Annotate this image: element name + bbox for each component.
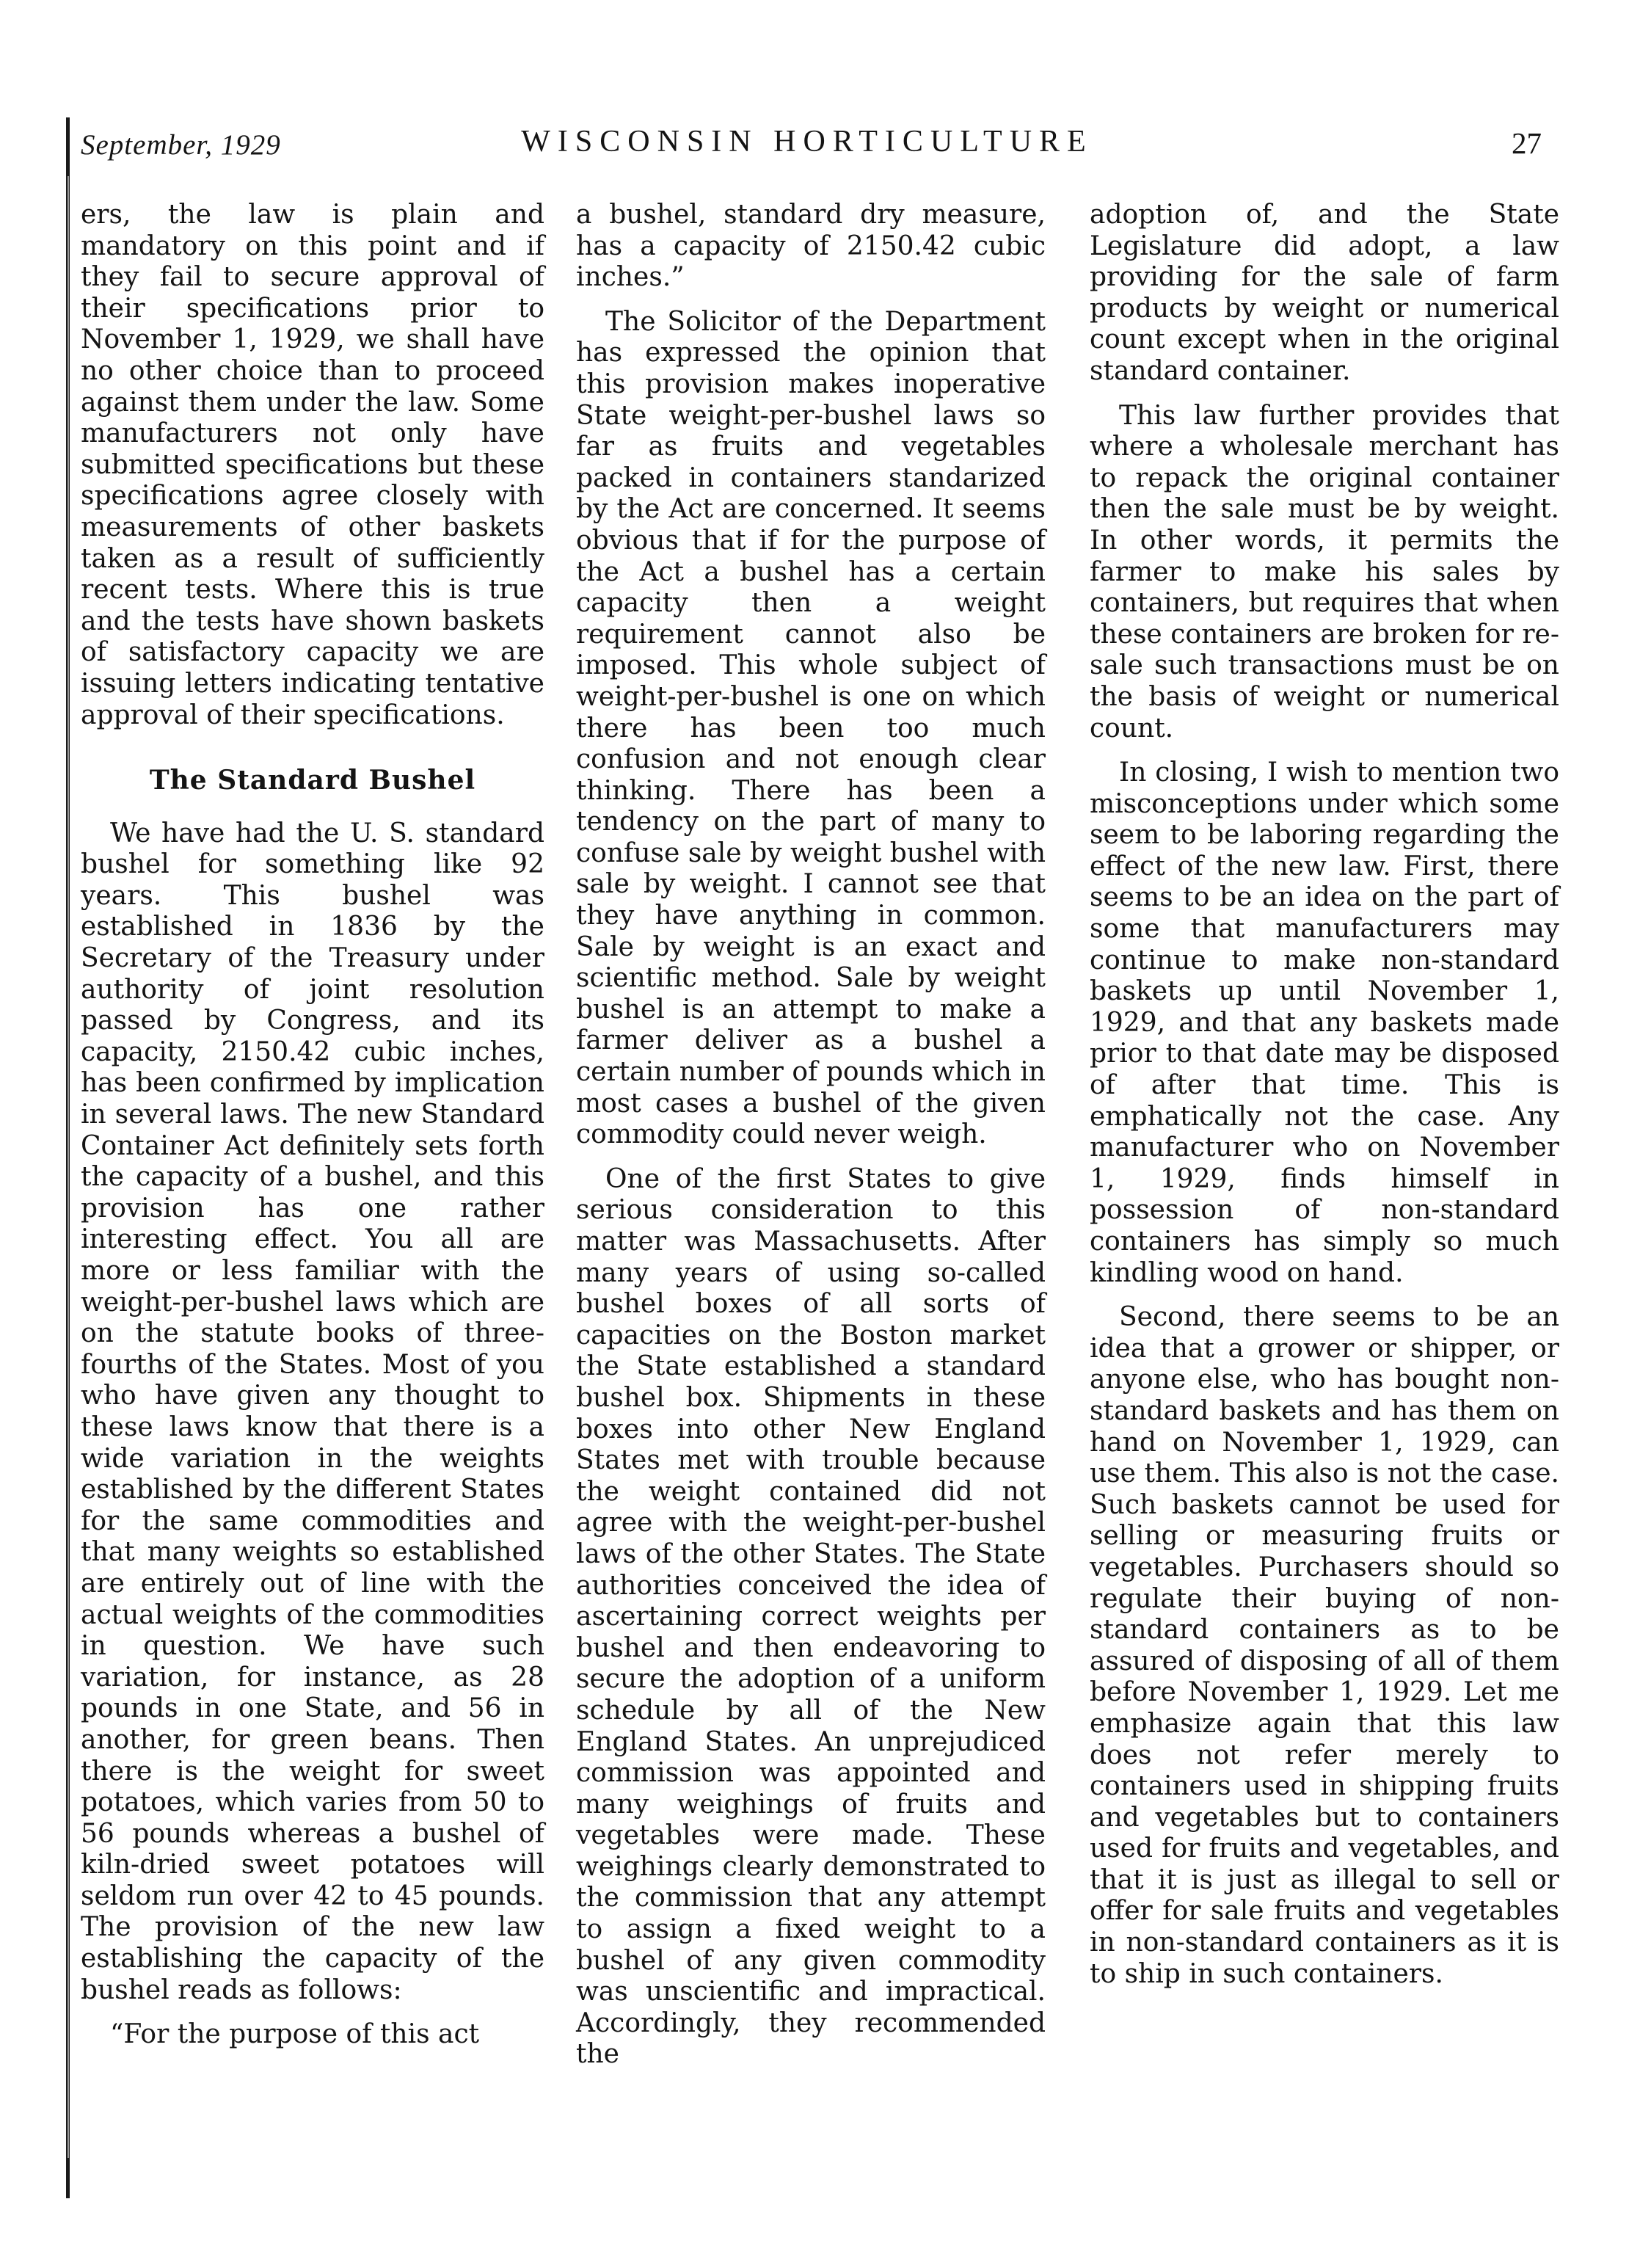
text-column-2 (576, 200, 1046, 2084)
text-column-3 (1090, 200, 1559, 1990)
paragraph: a bushel, standard dry measure, has a capacity of 2150.42 cubic inches.” (576, 200, 1046, 293)
paragraph: In closing, I wish to mention two misconceptions under which some seem to be laboring regarding the effect of the new law. First, there seems to be an idea on the part of some that manufacturers may continue to make non-standard baskets up until November 1, 1929, and that any baskets made prior to that date may be disposed of after that time. This is emphatically not the case. Any manufacturer who on November 1, 1929, finds himself in possession of non-standard containers has simply so much kindling wood on hand. (1090, 757, 1559, 1288)
paragraph: “For the purpose of this act (110, 2019, 480, 2050)
journal-title: WISCONSIN HORTICULTURE (521, 125, 1093, 159)
paragraph: One of the first States to give serious consideration to this matter was Massachusetts. After many years of using so-called bushel boxes of all sorts of capacities on the Boston market the State established a standard bushel box. Shipments in these boxes into other New England States met with trouble because the weight contained did not agree with the weight-per-bushel laws of the other States. The State authorities conceived the idea of ascertaining correct weights per bushel and then endeavoring to secure the adoption of a uniform schedule by all of the New England States. An unprejudiced commission was appointed and many weighings of fruits and vegetables were made. These weighings clearly demonstrated to the commission that any attempt to assign a fixed weight to a bushel of any given commodity was unscientific and impractical. Accordingly, they recommended the (576, 1163, 1046, 2070)
paragraph: Second, there seems to be an idea that a grower or shipper, or anyone else, who has bought non-standard baskets and has them on hand on November 1, 1929, can use them. This also is not the case. Such baskets cannot be used for selling or measuring fruits or vegetables. Purchasers should so regulate their buying of non-standard containers as to be assured of disposing of all of them before November 1, 1929. Let me emphasize again that this law does not refer merely to containers used in shipping fruits and vegetables but to containers used for fruits and vegetables, and that it is just as illegal to sell or offer for sale fruits and vegetables in non-standard containers as it is to ship in such containers. (1090, 1302, 1559, 1989)
text-column-1 (81, 200, 544, 2064)
paragraph: adoption of, and the State Legislature did adopt, a law providing for the sale of farm products by weight or numerical count except when in the original standard container. (1090, 200, 1559, 386)
issue-date: September, 1929 (81, 129, 281, 161)
section-heading: The Standard Bushel (149, 765, 476, 796)
page-number: 27 (1512, 126, 1542, 160)
running-header (0, 0, 1651, 176)
paragraph: We have had the U. S. standard bushel for something like 92 years. This bushel was established in 1836 by the Secretary of the Treasury under authority of joint resolution passed by Congress, and its capacity, 2150.42 cubic inches, has been confirmed by implication in several laws. The new Standard Container Act definitely sets forth the capacity of a bushel, and this provision has one rather interesting effect. You all are more or less familiar with the weight-per-bushel laws which are on the statute books of three-fourths of the States. Most of you who have given any thought to these laws know that there is a wide variation in the weights established by the different States for the same commodities and that many weights so established are entirely out of line with the actual weights of the commodities in question. We have such variation, for instance, as 28 pounds in one State, and 56 in another, for green beans. Then there is the weight for sweet potatoes, which varies from 50 to 56 pounds whereas a bushel of kiln-dried sweet potatoes will seldom run over 42 to 45 pounds. The provision of the new law establishing the capacity of the bushel reads as follows: (81, 818, 544, 2005)
paragraph: The Solicitor of the Department has expressed the opinion that this provision makes inoperative State weight-per-bushel laws so far as fruits and vegetables packed in containers standarized by the Act are concerned. It seems obvious that if for the purpose of the Act a bushel has a certain capacity then a weight requirement cannot also be imposed. This whole subject of weight-per-bushel is one on which there has been too much confusion and not enough clear thinking. There has been a tendency on the part of many to confuse sale by weight bushel with sale by weight. I cannot see that they have anything in common. Sale by weight is an exact and scientific method. Sale by weight bushel is an attempt to make a farmer deliver as a bushel a certain number of pounds which in most cases a bushel of the given commodity could never weigh. (576, 306, 1046, 1150)
paragraph: ers, the law is plain and mandatory on this point and if they fail to secure approval of their specifications prior to November 1, 1929, we shall have no other choice than to proceed against them under the law. Some manufacturers not only have submitted specifications but these specifications agree closely with measurements of other baskets taken as a result of sufficiently recent tests. Where this is true and the tests have shown baskets of satisfactory capacity we are issuing letters indicating tentative approval of their specifications. (81, 200, 544, 730)
margin-rule-shadow (68, 176, 69, 2158)
paragraph: This law further provides that where a wholesale merchant has to repack the original container then the sale must be by weight. In other words, it permits the farmer to make his sales by containers, but requires that when these containers are broken for re-sale such transactions must be on the basis of weight or numerical count. (1090, 400, 1559, 744)
